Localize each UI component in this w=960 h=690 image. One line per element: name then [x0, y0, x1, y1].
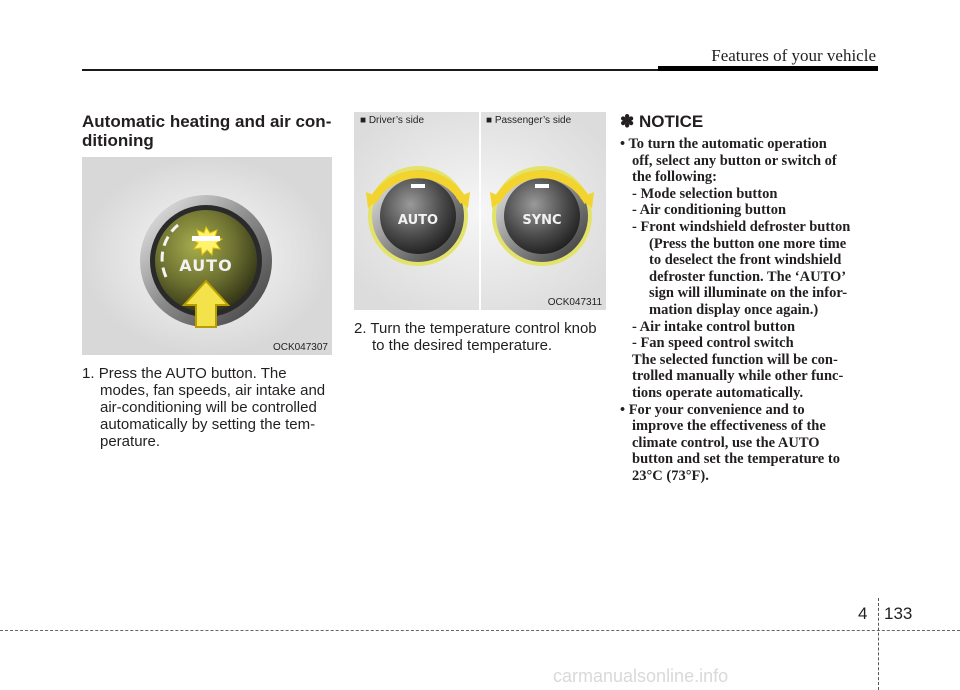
section-title — [82, 112, 334, 150]
page-number: 133 — [884, 604, 913, 623]
step-1-line: automatically by setting the tem- — [100, 416, 316, 433]
figure-auto-button — [82, 157, 332, 355]
notice-tail-line: trolled manually while other func- — [632, 368, 844, 385]
notice-bullet-line: • To turn the automatic operation — [620, 136, 827, 152]
step-2-line: to the desired temperature. — [372, 337, 553, 354]
step-1-line: Press the AUTO button. The — [98, 365, 287, 382]
column-3-notice — [620, 112, 882, 484]
notice-item: - Front windshield defroster button — [632, 218, 851, 235]
step-1-line: air-conditioning will be controlled — [100, 399, 317, 416]
section-title-line1: Automatic heating and air con- — [82, 112, 332, 131]
notice-item-detail: (Press the button one more time — [649, 235, 847, 252]
notice-bullet-line: • For your convenience and to — [620, 401, 805, 418]
step-1 — [82, 365, 334, 450]
notice-tail-line: The selected function will be con- — [632, 351, 838, 368]
step-1-line: perature. — [100, 433, 161, 450]
notice-item-detail: to deselect the front windshield — [649, 252, 842, 269]
header-rule-accent — [658, 66, 878, 71]
drivers-side-label: ■ Driver’s side — [360, 115, 425, 126]
step-2 — [354, 320, 606, 354]
notice-item: - Fan speed control switch — [632, 335, 794, 352]
figure-temperature-knobs — [354, 112, 606, 310]
step-1-number: 1. — [82, 365, 95, 382]
notice-item: - Mode selection button — [632, 185, 778, 202]
notice-item-detail: mation display once again.) — [649, 301, 819, 318]
watermark: carmanualsonline.info — [553, 666, 729, 686]
notice-bullet-line: off, select any button or switch of — [632, 152, 837, 169]
notice-bullet-line: improve the effectiveness of the — [632, 418, 826, 435]
header-title: Features of your vehicle — [711, 46, 876, 65]
chapter-number: 4 — [858, 604, 868, 623]
column-1 — [82, 112, 334, 450]
notice-bullet-line: climate control, use the AUTO — [632, 434, 820, 451]
figure-code: OCK047311 — [547, 297, 602, 308]
step-2-number: 2. — [354, 320, 367, 337]
auto-button-illustration — [82, 157, 332, 355]
knob-auto-label: AUTO — [179, 256, 233, 275]
step-2-line: Turn the temperature control knob — [370, 320, 597, 337]
left-knob-label: AUTO — [397, 213, 439, 228]
notice-item: - Air intake control button — [632, 318, 796, 335]
notice-tail-line: tions operate automatically. — [632, 384, 804, 401]
passengers-side-label: ■ Passenger’s side — [486, 115, 572, 126]
notice-bullet-line: button and set the temperature to — [632, 451, 840, 468]
notice-item-detail: sign will illuminate on the infor- — [649, 285, 848, 302]
footer-rule — [0, 630, 960, 631]
section-title-line2: ditioning — [82, 131, 154, 150]
column-2 — [354, 112, 606, 354]
notice-item-detail: defroster function. The ‘AUTO’ — [649, 268, 847, 285]
notice-title: ✽ NOTICE — [620, 112, 704, 131]
notice-body — [620, 136, 882, 484]
notice-bullet-line: the following: — [632, 169, 717, 186]
footer-divider — [878, 598, 879, 690]
right-knob-label: SYNC — [522, 213, 562, 228]
temperature-knobs-illustration — [354, 112, 606, 310]
step-1-line: modes, fan speeds, air intake and — [100, 382, 326, 399]
notice-bullet-line: 23°C (73°F). — [632, 467, 709, 484]
figure-code: OCK047307 — [272, 342, 328, 353]
notice-item: - Air conditioning button — [632, 202, 787, 219]
